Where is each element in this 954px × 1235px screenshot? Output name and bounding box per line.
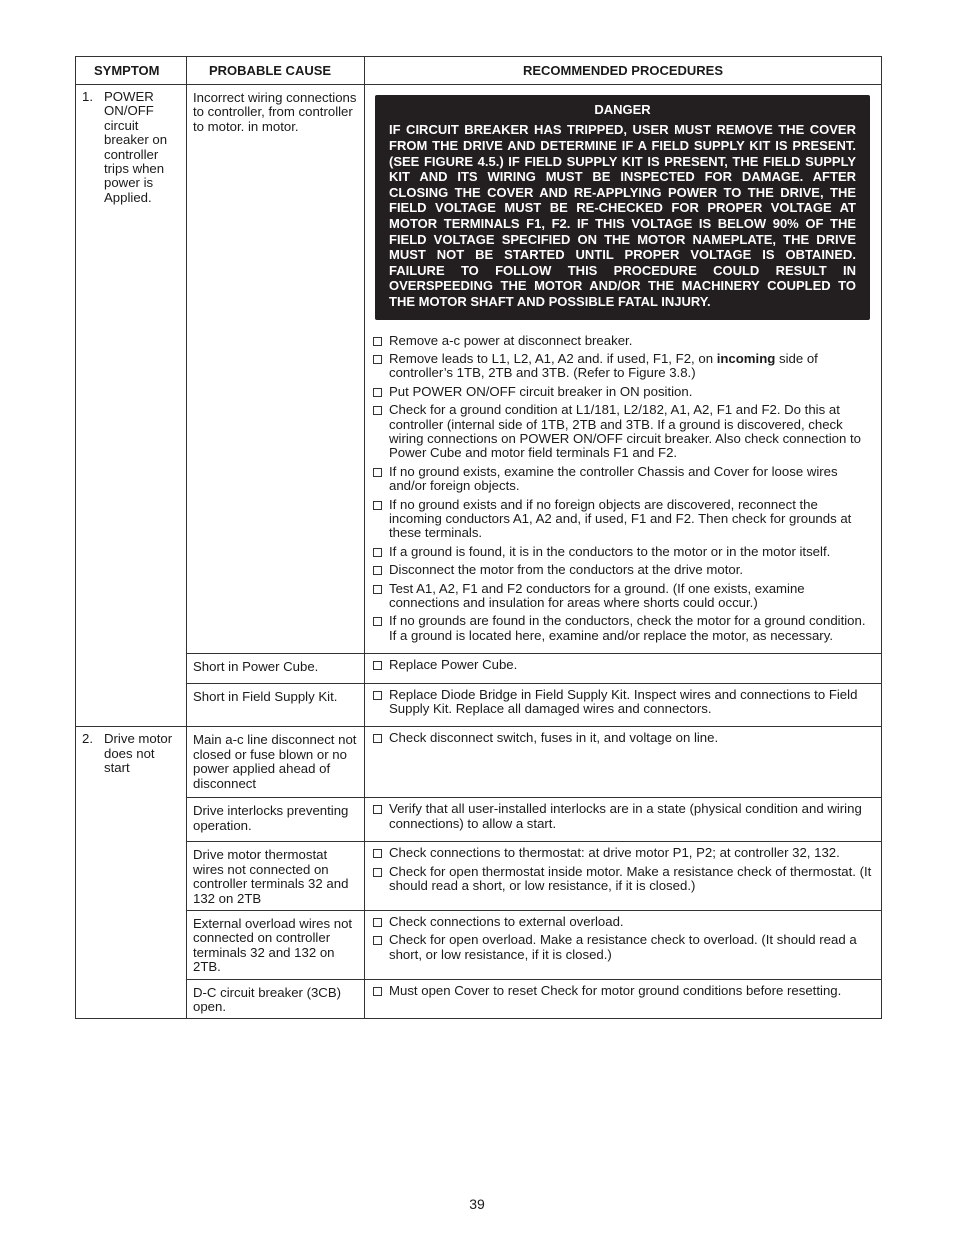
procedure-step: Put POWER ON/OFF circuit breaker in ON position. [371, 385, 873, 399]
cause-cell: Drive interlocks preventing operation. [187, 798, 365, 842]
danger-title: DANGER [594, 102, 651, 117]
procedure-step: Test A1, A2, F1 and F2 conductors for a ground. (If one exists, examine connections and insulation for areas where shorts could occur.) [371, 582, 873, 611]
symptom-text: Drive motor does not start [104, 731, 173, 776]
procedure-step: Replace Diode Bridge in Field Supply Kit. Inspect wires and connections to Field Supply Kit. Replace all damaged wires and connectors. [371, 688, 873, 717]
procedure-cell [365, 979, 882, 1019]
header-recommended-procedures: RECOMMENDED PROCEDURES [365, 57, 882, 85]
danger-box [375, 95, 870, 320]
table-row [76, 85, 882, 654]
procedure-step: Must open Cover to reset Check for motor ground conditions before resetting. [371, 984, 873, 998]
procedure-step: Check disconnect switch, fuses in it, and voltage on line. [371, 731, 873, 745]
table-row [76, 979, 882, 1019]
table-row [76, 654, 882, 683]
symptom-number: 2. [82, 731, 93, 747]
cause-cell: Main a-c line disconnect not closed or fuse blown or no power applied ahead of disconnect [187, 727, 365, 798]
procedure-cell [365, 798, 882, 842]
procedure-step: Disconnect the motor from the conductors at the drive motor. [371, 563, 873, 577]
page-number: 39 [469, 1196, 485, 1212]
procedure-step: Check for a ground condition at L1/181, L2/182, A1, A2, F1 and F2. Do this at controller (internal side of 1TB, 2TB and 3TB. If a ground is discovered, check wiring connections on POWER ON/OFF circuit breaker. Also check connection to Power Cube and motor field terminals F1 and F2. [371, 403, 873, 461]
procedure-list [371, 334, 873, 644]
procedure-step: Check for open overload. Make a resistance check to overload. (It should read a short, or low resistance, if it is closed.) [371, 933, 873, 962]
table-row [76, 910, 882, 979]
procedure-cell [365, 842, 882, 911]
symptom-cell [76, 85, 187, 727]
troubleshooting-table [75, 56, 882, 1019]
symptom-number: 1. [82, 89, 93, 104]
procedure-step: If no ground exists, examine the controller Chassis and Cover for loose wires and/or foreign objects. [371, 465, 873, 494]
table-row [76, 842, 882, 911]
cause-cell: Short in Field Supply Kit. [187, 683, 365, 727]
procedure-step: If no grounds are found in the conductors, check the motor for a ground condition. If a ground is located here, examine and/or replace the motor, as necessary. [371, 614, 873, 643]
cause-cell: External overload wires not connected on controller terminals 32 and 132 on 2TB. [187, 910, 365, 979]
cause-cell: Short in Power Cube. [187, 654, 365, 683]
procedure-cell [365, 85, 882, 654]
table-header-row [76, 57, 882, 85]
procedure-step: Remove a-c power at disconnect breaker. [371, 334, 873, 348]
cause-cell: Drive motor thermostat wires not connected on controller terminals 32 and 132 on 2TB [187, 842, 365, 911]
procedure-step: If a ground is found, it is in the conductors to the motor or in the motor itself. [371, 545, 873, 559]
procedure-step: Remove leads to L1, L2, A1, A2 and. if used, F1, F2, on incoming side of controller’s 1TB, 2TB and 3TB. (Refer to Figure 3.8.) [371, 352, 873, 381]
procedure-cell [365, 910, 882, 979]
symptom-cell [76, 727, 187, 1019]
procedure-step: If no ground exists and if no foreign objects are discovered, reconnect the incoming conductors A1, A2 and, if used, F1 and F2. Then check for grounds at these terminals. [371, 498, 873, 541]
cause-cell: D-C circuit breaker (3CB) open. [187, 979, 365, 1019]
procedure-cell [365, 727, 882, 798]
procedure-cell [365, 683, 882, 727]
procedure-step: Check connections to thermostat: at drive motor P1, P2; at controller 32, 132. [371, 846, 873, 860]
table-row [76, 683, 882, 727]
procedure-cell [365, 654, 882, 683]
header-symptom: SYMPTOM [76, 57, 187, 85]
cause-cell: Incorrect wiring connections to controller, from controller to motor. in motor. [187, 85, 365, 654]
danger-text: IF CIRCUIT BREAKER HAS TRIPPED, USER MUST REMOVE THE COVER FROM THE DRIVE AND DETERMINE IF A FIELD SUPPLY KIT IS PRESENT. (SEE FIGURE 4.5.) IF FIELD SUPPLY KIT IS PRESENT, THE FIELD SUPPLY KIT AND ITS WIRING MUST BE INSPECTED FOR DAMAGE. AFTER CLOSING THE COVER AND RE-APPLYING POWER TO THE DRIVE, THE FIELD VOLTAGE MUST BE RE-CHECKED FOR PROPER VOLTAGE AT MOTOR TERMINALS F1, F2. IF THIS VOLTAGE IS BELOW 90% OF THE FIELD VOLTAGE SPECIFIED ON THE MOTOR NAMEPLATE, THE DRIVE MUST NOT BE STARTED UNTIL PROPER VOLTAGE IS OBTAINED. FAILURE TO FOLLOW THIS PROCEDURE COULD RESULT IN OVERSPEEDING THE MOTOR AND/OR THE MACHINERY COUPLED TO THE MOTOR SHAFT AND POSSIBLE FATAL INJURY. [389, 122, 856, 309]
table-row [76, 727, 882, 798]
procedure-step: Check connections to external overload. [371, 915, 873, 929]
procedure-step: Check for open thermostat inside motor. Make a resistance check of thermostat. (It should read a short, or low resistance, if it is closed.) [371, 865, 873, 894]
procedure-step: Replace Power Cube. [371, 658, 873, 672]
symptom-text: POWER ON/OFF circuit breaker on controller trips when power is Applied. [104, 89, 168, 205]
procedure-step: Verify that all user-installed interlocks are in a state (physical condition and wiring connections) to allow a start. [371, 802, 873, 831]
table-row [76, 798, 882, 842]
header-probable-cause: PROBABLE CAUSE [187, 57, 365, 85]
